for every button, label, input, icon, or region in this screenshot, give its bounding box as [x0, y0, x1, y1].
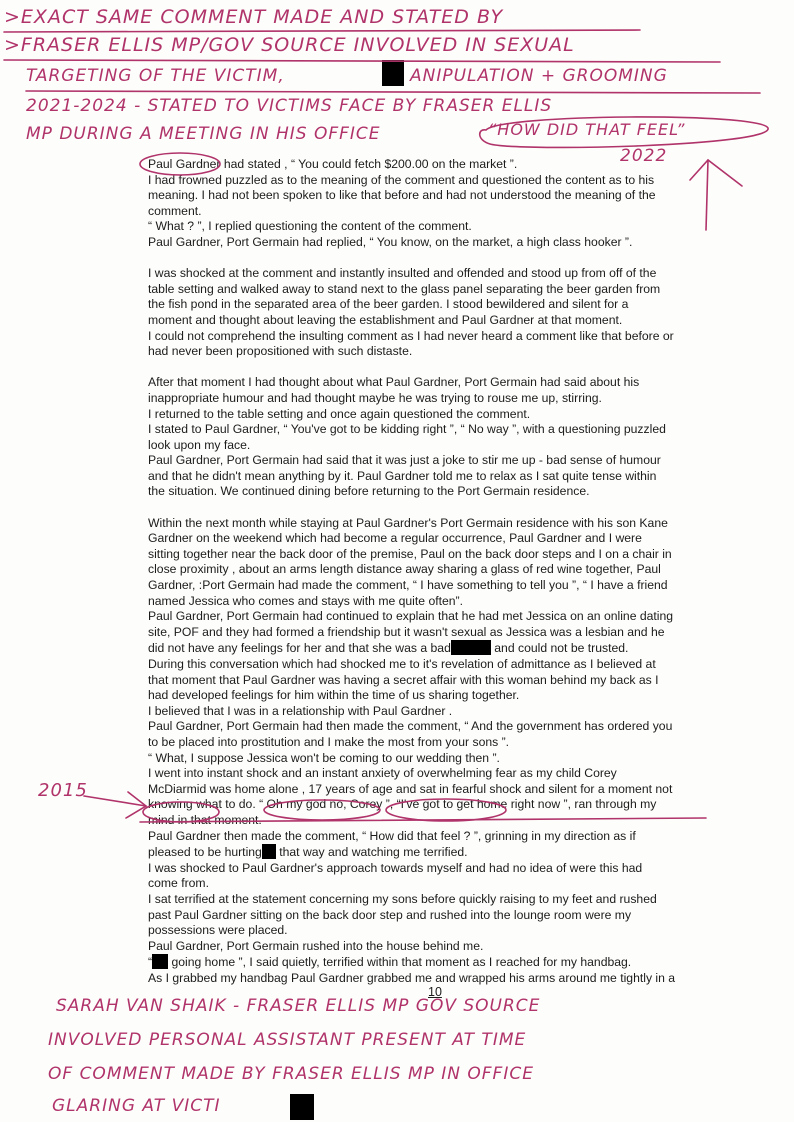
text-line: I had frowned puzzled as to the meaning of the comment and questioned the content as to his [148, 172, 655, 187]
text-line: Paul Gardner, Port Germain had then made the comment, “ And the government has ordered you [148, 719, 673, 734]
text-line: had never been propositioned with such distaste. [148, 344, 413, 359]
text-line: McDiarmid was home alone , 17 years of age and sat in fearful shock and silent for a moment not [148, 781, 673, 796]
redaction-box [290, 1094, 314, 1120]
annotation-bottom-1: SARAH VAN SHAIK - FRASER ELLIS MP GOV SOURCE [56, 996, 541, 1016]
text-line [148, 640, 718, 657]
text-line: “ What, I suppose Jessica won't be coming to our wedding then ”. [148, 750, 500, 765]
text-line: had developed feelings for him within the time of us sharing together. [148, 688, 520, 703]
text-line: During this conversation which had shocked me to it's revelation of admittance as I believed at [148, 657, 656, 671]
text-line: As I grabbed my handbag Paul Gardner grabbed me and wrapped his arms around me tightly in a [148, 970, 676, 985]
annotation-line-2: >FRASER ELLIS MP/GOV SOURCE INVOLVED IN SEXUAL [4, 34, 575, 56]
text-line: comment. [148, 203, 202, 218]
text-line: After that moment I had thought about what Paul Gardner, Port Germain had said about his [148, 375, 640, 390]
text-line: and that he didn't mean anything by it. Paul Gardner told me to relax as I sat quite tense within [148, 468, 657, 483]
text-line: look upon my face. [148, 437, 251, 452]
text-line: I went into instant shock and an instant anxiety of overwhelming fear as my child Corey [148, 766, 617, 781]
redaction-box [451, 640, 491, 655]
text-line: mind in that moment. [148, 812, 262, 827]
text-line: moment and thought about leaving the establishment and Paul Gardner at that moment. [148, 312, 623, 327]
text-line: I sat terrified at the statement concerning my sons before quickly raising to my feet and rushed [148, 891, 657, 906]
annotation-bottom-4: GLARING AT VICTI [52, 1096, 221, 1116]
text-line: site, POF and they had formed a friendship but it wasn't sexual as Jessica was a lesbian and he [148, 624, 665, 639]
text-line: Paul Gardner, Port Germain had said that it was just a joke to stir me up - bad sense of humour [148, 453, 661, 468]
text-line: I returned to the table setting and once again questioned the comment. [148, 406, 531, 421]
text-line: past Paul Gardner sitting on the back door step and rushed into the lounge room were my [148, 907, 632, 922]
text-line: I stated to Paul Gardner, “ You've got to be kidding right ”, “ No way ”, with a questioning puzzled [148, 422, 666, 437]
annotation-bottom-3: OF COMMENT MADE BY FRASER ELLIS MP IN OFFICE [48, 1064, 534, 1084]
ink-underline [26, 91, 760, 93]
text-segment: and could not be trusted. [490, 641, 629, 656]
paragraph-3 [148, 375, 718, 500]
text-segment: pleased to be hurting [148, 845, 262, 860]
page-number: 10 [428, 985, 442, 999]
paragraph-1 [148, 157, 718, 251]
text-line: Paul Gardner had stated , “ You could fetch $200.00 on the market ”. [148, 157, 518, 171]
annotation-bottom-2: INVOLVED PERSONAL ASSISTANT PRESENT AT TIME [48, 1030, 527, 1050]
annotation-line-5a: MP DURING A MEETING IN HIS OFFICE [26, 124, 381, 144]
text-line: “ What ? ”, I replied questioning the content of the comment. [148, 219, 472, 234]
text-line: I could not comprehend the insulting comment as I had never heard a comment like that before or [148, 328, 674, 343]
text-line: sitting together near the back door of the premise, Paul on the back door steps and I on a chair in [148, 546, 672, 561]
paragraph-4 [148, 516, 718, 987]
text-line: Within the next month while staying at Paul Gardner's Port Germain residence with his son Kane [148, 515, 668, 530]
text-line: Paul Gardner, Port Germain rushed into the house behind me. [148, 938, 484, 953]
text-segment: that way and watching me terrified. [275, 845, 468, 860]
text-segment: did not have any feelings for her and that she was a bad [148, 641, 451, 656]
text-line: Paul Gardner then made the comment, “ How did that feel ? ”, grinning in my direction as if [148, 828, 636, 843]
text-line: the fish pond in the separated area of the beer garden. I stood bewildered and silent for a [148, 297, 629, 312]
text-line: the situation. We continued dining before returning to the Port Germain residence. [148, 484, 590, 499]
text-line: I believed that I was in a relationship with Paul Gardner . [148, 703, 453, 718]
text-line: Gardner on the weekend which had become a regular occurrence, Paul Gardner and I were [148, 531, 642, 546]
annotation-line-3b: ANIPULATION + GROOMING [410, 66, 668, 86]
text-line: Paul Gardner, Port Germain had continued to explain that he had met Jessica on an online dating [148, 609, 674, 624]
text-line: I was shocked to Paul Gardner's approach towards myself and had no idea of were this had [148, 860, 643, 875]
paragraph-2 [148, 266, 718, 360]
text-line: meaning. I had not been spoken to like that before and had not understood the meaning of the [148, 188, 656, 203]
annotation-quote: “HOW DID THAT FEEL” [488, 120, 686, 139]
text-line [148, 844, 718, 861]
ink-arrow [84, 796, 146, 806]
text-line: named Jessica who comes and stays with me quite often”. [148, 593, 463, 608]
text-line: inappropriate humour and had thought maybe he was trying to rouse me up, stirring. [148, 390, 602, 405]
text-line: knowing what to do. “ Oh my god no, Corey ”, “I've got to get home right now ”, ran through my [148, 797, 657, 812]
ink-underline [4, 60, 720, 62]
text-line: Paul Gardner, Port Germain had replied, “ You know, on the market, a high class hooker ”. [148, 234, 633, 249]
annotation-line-3a: TARGETING OF THE VICTIM, [26, 66, 285, 86]
text-line: that moment that Paul Gardner was having a secret affair with this woman behind my back as I [148, 672, 659, 687]
annotation-year-2022: 2022 [620, 146, 668, 166]
ink-underline [4, 30, 640, 32]
text-line: come from. [148, 876, 209, 891]
text-line: Gardner, :Port Germain had made the comment, “ I have something to tell you ”, “ I have a friend [148, 578, 668, 593]
text-line [148, 954, 718, 971]
text-segment: “ [148, 955, 153, 970]
redaction-box [262, 844, 276, 859]
redaction-box [382, 60, 404, 86]
text-line: table setting and walked away to stand next to the glass panel separating the beer garden from [148, 281, 661, 296]
annotation-line-4: 2021-2024 - STATED TO VICTIMS FACE BY FRASER ELLIS [26, 96, 553, 116]
annotation-line-1: >EXACT SAME COMMENT MADE AND STATED BY [4, 6, 504, 28]
text-line: possessions were placed. [148, 923, 288, 938]
text-line: I was shocked at the comment and instantly insulted and offended and stood up from off of the [148, 266, 657, 281]
annotation-year-2015: 2015 [38, 780, 88, 801]
redaction-box [152, 954, 168, 969]
document-body [148, 157, 718, 1002]
text-line: to be placed into prostitution and I make the most from your sons ”. [148, 734, 510, 749]
text-line: close proximity , about an arms length distance away sharing a glass of red wine together, Paul [148, 562, 661, 577]
text-segment: going home ”, I said quietly, terrified within that moment as I reached for my handbag. [168, 955, 632, 970]
ink-arrow [126, 792, 146, 818]
